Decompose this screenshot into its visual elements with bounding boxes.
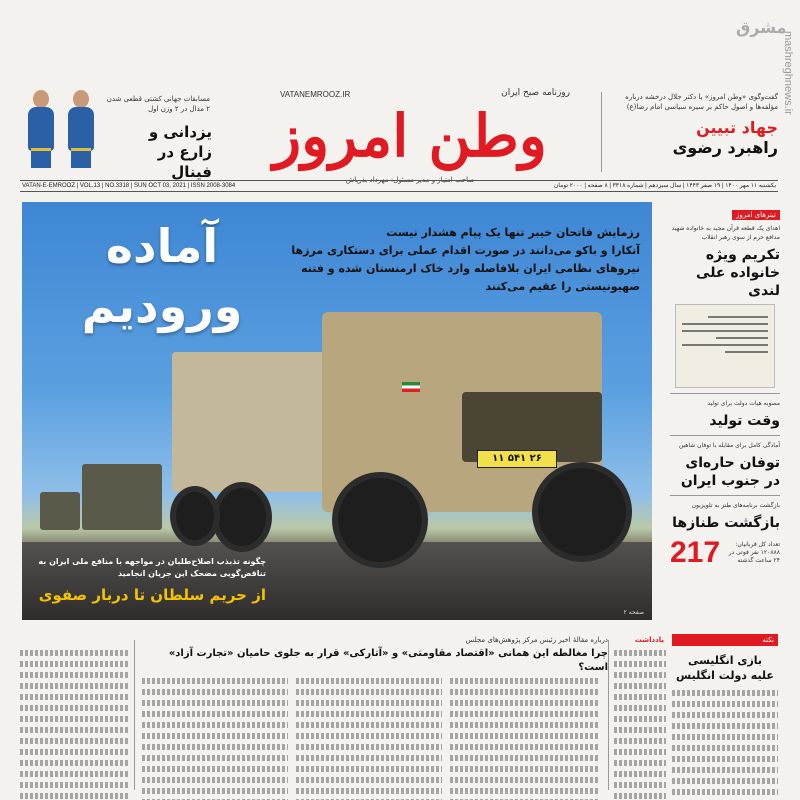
photo-bottom-story[interactable] xyxy=(36,556,266,606)
section-tag: تیترهای امروز xyxy=(732,210,780,220)
truck-distant xyxy=(82,464,162,530)
divider xyxy=(601,92,602,172)
photo-bottom-kicker: چگونه تذبذب اصلاح‌طلبان در مواجهه با منافع ملی ایران به تناقض‌گویی مضحک این جریان انجامید xyxy=(38,557,266,578)
bottom-article-title: چرا مغالطه این همانی «اقتصاد مقاومتی» و «آتارکی» قرار به جلوی حامیان «تجارت آزاد» است؟ xyxy=(168,648,608,673)
story-kicker: آمادگی کامل برای مقابله با توفان شاهین xyxy=(678,442,780,449)
text-column xyxy=(142,678,288,800)
main-photo[interactable] xyxy=(22,202,652,620)
story-headline[interactable]: وقت تولید xyxy=(709,413,780,429)
headline-part-b: راهبرد رضوی xyxy=(672,138,778,157)
photo-subheads xyxy=(270,224,640,296)
promo-left[interactable] xyxy=(20,88,212,181)
logo-subline: صاحب امتیاز و مدیر مسئول: مهرداد بذرپاش xyxy=(345,176,475,184)
photo-headline-line2: ورودیم xyxy=(81,279,243,333)
document-image xyxy=(675,304,775,388)
text-column xyxy=(450,678,600,800)
story-kicker: اهدای یک قطعه قرآن مجید به خانواده شهید مدافع حرم از سوی رهبر انقلاب xyxy=(671,225,780,241)
logo-wordmark: وطن امروز xyxy=(273,102,547,170)
truck-distant xyxy=(40,492,80,530)
text-column xyxy=(20,650,130,800)
side-box-tag: نکته xyxy=(672,634,778,646)
license-plate: ۲۶ ۵۴۱ ۱۱ xyxy=(477,450,557,468)
bottom-article-kicker: درباره مقالهٔ اخیر رئیس مرکز پژوهش‌های مجلس xyxy=(465,636,608,644)
wheel xyxy=(532,462,632,562)
text-column xyxy=(614,650,666,800)
logo-url: VATANEMROOZ.IR xyxy=(280,90,351,99)
photo-subhead: رزمایش فاتحان خیبر تنها یک پیام هشدار نیست xyxy=(386,226,640,239)
covid-stat-text: تعداد کل قربانیان: ۱۲۰۸۸۸ نفر فوتی در ۲۴ ساعت گذشته xyxy=(728,541,780,564)
promo-left-kicker: مسابقات جهانی کشتی قطعی شدن ۲ مدال در ۲ وزن اول xyxy=(106,95,210,113)
bottom-article-header[interactable] xyxy=(138,636,608,675)
issue-info-bar xyxy=(20,180,778,192)
covid-stat xyxy=(670,536,780,570)
issue-info-persian: یکشنبه ۱۱ مهر ۱۴۰۰ | ۱۹ صفر ۱۴۴۳ | سال سیزدهم | شماره ۳۳۱۸ | ۸ صفحه | ۲۰۰۰ تومان xyxy=(553,183,776,189)
wrestler-image xyxy=(64,90,98,168)
promo-right-headline xyxy=(608,118,778,158)
wheel xyxy=(212,482,272,552)
logo-tagline: روزنامه صبح ایران xyxy=(501,88,570,98)
story-headline[interactable]: تکریم ویژه خانواده علی لندی xyxy=(696,247,780,299)
wheel xyxy=(332,472,428,568)
text-column xyxy=(672,690,778,795)
story-kicker: بازگشت برنامه‌های طنز به تلویزیون xyxy=(691,502,780,509)
side-box[interactable] xyxy=(672,634,778,784)
watermark-site: mashreghnews.ir xyxy=(782,31,794,115)
photo-subhead: آنکارا و باکو می‌دانند در صورت اقدام عملی برای دستکاری مرزها xyxy=(291,244,640,257)
flag-icon xyxy=(402,382,420,392)
right-column xyxy=(670,202,780,632)
promo-left-headline: یزدانی و زارع در فینال xyxy=(148,123,212,181)
headline-part-a: جهاد تبیین xyxy=(696,118,778,137)
photo-headline xyxy=(52,216,272,336)
story-headline[interactable]: توفان حاره‌ای در جنوب ایران xyxy=(680,455,780,489)
bottom-section xyxy=(20,632,778,800)
promo-right-kicker: گفت‌وگوی «وطن امروز» با دکتر جلال درخشه درباره مؤلفه‌ها و اصول حاکم بر سیره سیاسی امام رضا(ع) xyxy=(625,93,778,111)
note-tag: یادداشت xyxy=(634,636,664,644)
photo-bottom-headline: از حریم سلطان تا دربار صفوی xyxy=(38,586,266,604)
text-column xyxy=(296,678,442,800)
side-box-subtitle: علیه دولت انگلیس xyxy=(676,669,774,682)
issue-info-latin: VATAN-E-EMROOZ | VOL.13 | NO.3318 | SUN OCT 03, 2021 | ISSN 2008-3084 xyxy=(22,183,236,189)
story-kicker: مصوبه هیات دولت برای تولید xyxy=(707,400,780,407)
wheel xyxy=(170,486,220,546)
covid-stat-value: 217 xyxy=(670,536,721,569)
side-box-title: بازی انگلیسی xyxy=(687,654,763,667)
story-headline[interactable]: بازگشت طنازها xyxy=(672,515,780,531)
page-reference: صفحه ۲ xyxy=(623,609,644,616)
photo-subhead: نیروهای نظامی ایران بلافاصله وارد خاک ارمنستان شده و فتنه صهیونیستی را عقیم می‌کنند xyxy=(301,262,640,293)
promo-right[interactable] xyxy=(608,92,778,176)
watermark-logo: مشرق xyxy=(736,18,787,37)
wrestler-image xyxy=(24,90,58,168)
photo-headline-line1: آماده xyxy=(105,219,219,273)
